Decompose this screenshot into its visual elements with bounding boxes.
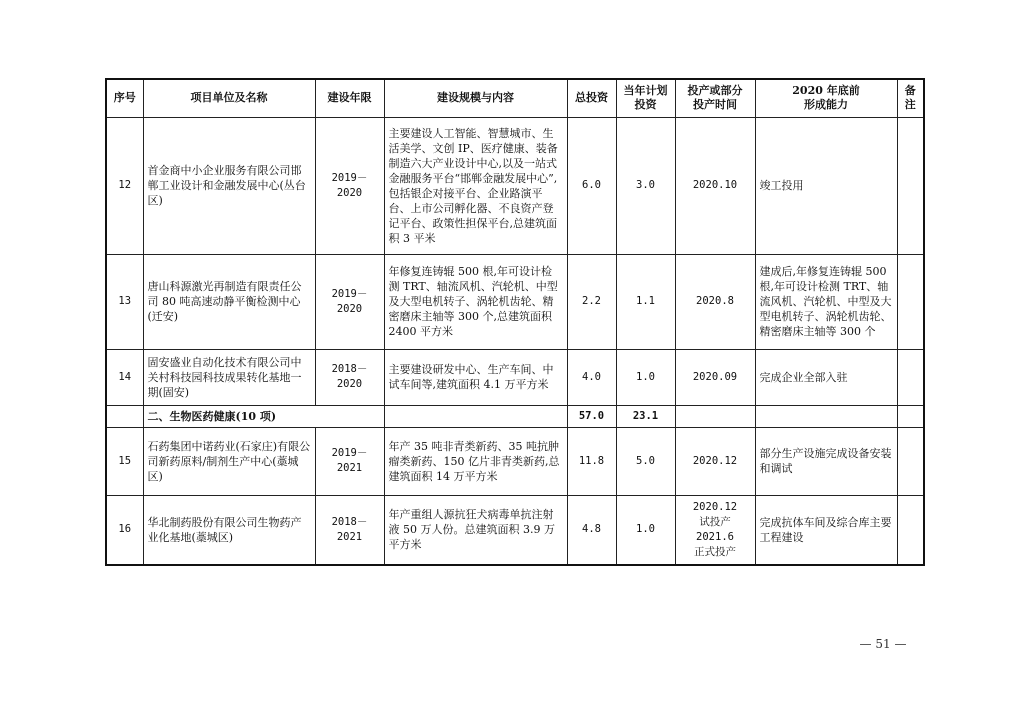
production-line2: 试投产 bbox=[699, 515, 731, 528]
row-no: 15 bbox=[106, 427, 143, 495]
row-scale: 年修复连铸辊 500 根,年可设计检测 TRT、轴流风机、汽轮机、中型及大型电机转子、涡轮机齿轮、精密磨床主轴等 300 个,总建筑面积 2400 平方米 bbox=[384, 254, 567, 349]
header-plan-line2: 投资 bbox=[634, 98, 657, 112]
header-plan-line1: 当年计划 bbox=[623, 84, 668, 98]
row-capacity: 部分生产设施完成设备安装和调试 bbox=[755, 427, 897, 495]
header-capacity-line2: 形成能力 bbox=[804, 98, 848, 112]
header-plan bbox=[616, 79, 675, 117]
row-remark bbox=[897, 117, 924, 254]
row-remark bbox=[897, 495, 924, 565]
table-row bbox=[106, 495, 924, 565]
table-row bbox=[106, 254, 924, 349]
header-years: 建设年限 bbox=[315, 79, 384, 117]
header-scale: 建设规模与内容 bbox=[384, 79, 567, 117]
row-production: 2020.12 bbox=[675, 427, 755, 495]
row-remark bbox=[897, 427, 924, 495]
row-years: 2019－2021 bbox=[315, 427, 384, 495]
row-production bbox=[675, 495, 755, 565]
row-no: 14 bbox=[106, 349, 143, 405]
row-plan: 1.1 bbox=[616, 254, 675, 349]
row-total: 11.8 bbox=[567, 427, 616, 495]
production-line1: 2020.12 bbox=[692, 500, 738, 513]
production-line3: 2021.6 bbox=[696, 530, 734, 543]
section-blank bbox=[897, 405, 924, 427]
row-capacity: 完成企业全部入驻 bbox=[755, 349, 897, 405]
row-plan: 1.0 bbox=[616, 349, 675, 405]
row-scale: 主要建设人工智能、智慧城市、生活美学、文创 IP、医疗健康、装备制造六大产业设计中心,以及一站式金融服务平台“邯郸金融发展中心”,包括银企对接平台、企业路演平台、上市公司孵化器、不良资产登记平台、政策性担保平台,总建筑面积 3 平米 bbox=[384, 117, 567, 254]
row-scale: 年产重组人源抗狂犬病毒单抗注射液 50 万人份。总建筑面积 3.9 万平方米 bbox=[384, 495, 567, 565]
row-plan: 1.0 bbox=[616, 495, 675, 565]
row-capacity: 竣工投用 bbox=[755, 117, 897, 254]
project-table bbox=[105, 78, 925, 566]
row-total: 6.0 bbox=[567, 117, 616, 254]
row-years: 2019－2020 bbox=[315, 254, 384, 349]
table-header-row bbox=[106, 79, 924, 117]
table-row bbox=[106, 117, 924, 254]
header-production bbox=[675, 79, 755, 117]
row-project: 首金商中小企业服务有限公司邯郸工业设计和金融发展中心(丛台区) bbox=[143, 117, 315, 254]
row-years: 2018－2020 bbox=[315, 349, 384, 405]
row-project: 唐山科源激光再制造有限责任公司 80 吨高速动静平衡检测中心(迁安) bbox=[143, 254, 315, 349]
row-no: 13 bbox=[106, 254, 143, 349]
header-production-line2: 投产时间 bbox=[693, 98, 737, 112]
section-blank bbox=[106, 405, 143, 427]
row-remark bbox=[897, 254, 924, 349]
section-blank bbox=[384, 405, 567, 427]
row-production: 2020.10 bbox=[675, 117, 755, 254]
page-number: — 51 — bbox=[859, 637, 907, 651]
section-plan: 23.1 bbox=[616, 405, 675, 427]
row-total: 4.0 bbox=[567, 349, 616, 405]
row-total: 2.2 bbox=[567, 254, 616, 349]
row-capacity: 完成抗体车间及综合库主要工程建设 bbox=[755, 495, 897, 565]
row-remark bbox=[897, 349, 924, 405]
row-scale: 主要建设研发中心、生产车间、中试车间等,建筑面积 4.1 万平方米 bbox=[384, 349, 567, 405]
header-remark: 备注 bbox=[897, 79, 924, 117]
section-blank bbox=[755, 405, 897, 427]
row-plan: 5.0 bbox=[616, 427, 675, 495]
header-project: 项目单位及名称 bbox=[143, 79, 315, 117]
row-production: 2020.8 bbox=[675, 254, 755, 349]
table-row bbox=[106, 349, 924, 405]
row-no: 12 bbox=[106, 117, 143, 254]
row-years: 2018－2021 bbox=[315, 495, 384, 565]
row-no: 16 bbox=[106, 495, 143, 565]
row-project: 固安盛业自动化技术有限公司中关村科技园科技成果转化基地一期(固安) bbox=[143, 349, 315, 405]
row-total: 4.8 bbox=[567, 495, 616, 565]
section-total: 57.0 bbox=[567, 405, 616, 427]
row-plan: 3.0 bbox=[616, 117, 675, 254]
header-no: 序号 bbox=[106, 79, 143, 117]
header-production-line1: 投产或部分 bbox=[687, 84, 743, 98]
section-blank bbox=[675, 405, 755, 427]
production-line4: 正式投产 bbox=[694, 545, 736, 558]
section-row bbox=[106, 405, 924, 427]
table-row bbox=[106, 427, 924, 495]
row-scale: 年产 35 吨非青类新药、35 吨抗肿瘤类新药、150 亿片非青类新药,总建筑面积 14 万平方米 bbox=[384, 427, 567, 495]
row-capacity: 建成后,年修复连铸辊 500 根,年可设计检测 TRT、轴流风机、汽轮机、中型及大型电机转子、涡轮机齿轮、精密磨床主轴等 300 个 bbox=[755, 254, 897, 349]
header-capacity-line1: 2020 年底前 bbox=[792, 84, 860, 98]
row-production: 2020.09 bbox=[675, 349, 755, 405]
section-title: 二、生物医药健康(10 项) bbox=[143, 405, 384, 427]
row-project: 石药集团中诺药业(石家庄)有限公司新药原料/制剂生产中心(藁城区) bbox=[143, 427, 315, 495]
header-total: 总投资 bbox=[567, 79, 616, 117]
row-years: 2019－2020 bbox=[315, 117, 384, 254]
row-project: 华北制药股份有限公司生物药产业化基地(藁城区) bbox=[143, 495, 315, 565]
header-capacity bbox=[755, 79, 897, 117]
